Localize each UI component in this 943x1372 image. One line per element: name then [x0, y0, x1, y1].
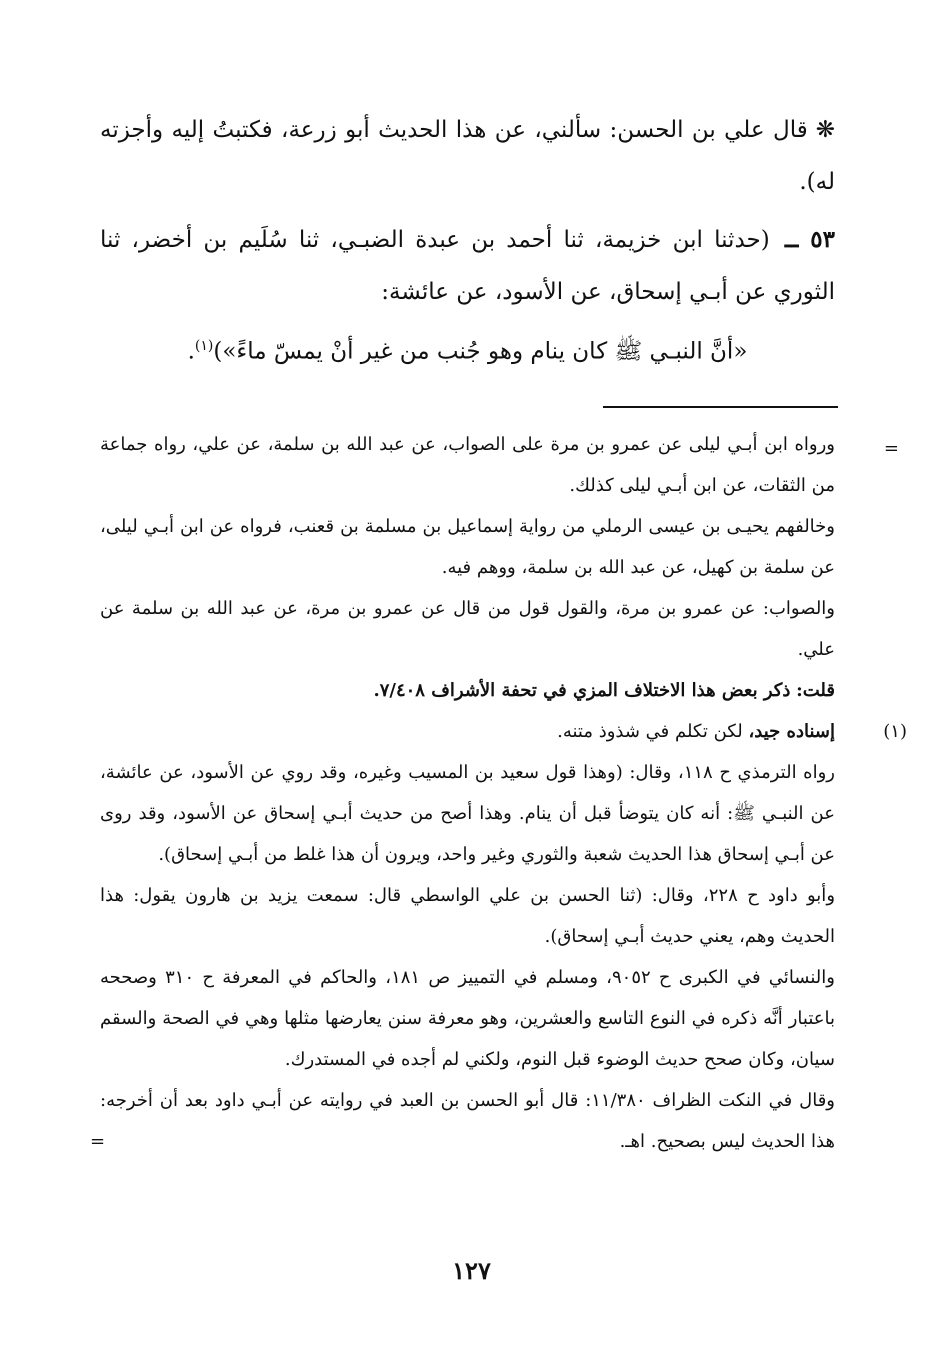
main-text: [100, 104, 835, 378]
continuation-mark: =: [883, 438, 899, 459]
footnote-separator: [603, 406, 838, 408]
footnote-1-last-text: وقال في النكت الظراف ١١/٣٨٠: قال أبو الحسن بن العبد في روايته عن أبـي داود بعد أن أخرجه: هذا الحديث ليس بصحيح. اهـ.: [100, 1090, 835, 1152]
footnote-ref: (١): [194, 338, 214, 354]
hadith-chain: (حدثنا ابن خزيمة، ثنا أحمد بن عبدة الضبـي، ثنا سُلَيم بن أخضر، ثنا الثوري عن أبـي إسحاق، عن الأسود، عن عائشة:: [100, 227, 835, 305]
footnote-1-grade-rest: لكن تكلم في شذوذ متنه.: [557, 721, 743, 742]
qultu-label: قلت:: [796, 680, 835, 701]
hadith-end: .: [187, 338, 195, 365]
footnote-line: وخالفهم يحيـى بن عيسى الرملي من رواية إسماعيل بن مسلمة بن قعنب، فرواه عن ابن أبـي ليلى، عن سلمة بن كهيل، عن عبد الله بن سلمة، ووهم فيه.: [100, 516, 835, 578]
footnote-line: والصواب: عن عمرو بن مرة، والقول قول من قال عن عمرو بن مرة، عن عبد الله بن سلمة عن علي.: [100, 598, 835, 660]
hadith-text: «أنَّ النبـي ﷺ كان ينام وهو جُنب من غير أنْ يمسّ ماءً»): [213, 338, 748, 365]
continuation-mark-end: =: [90, 1131, 106, 1152]
footnote-1-head: [100, 711, 907, 752]
footnote-1-label: (١): [883, 721, 907, 742]
footnotes: [90, 424, 907, 1162]
footnote-1-grade: إسناده جيد،: [748, 721, 835, 742]
footnote-1-paragraph: وأبو داود ح ٢٢٨، وقال: (ثنا الحسن بن علي الواسطي قال: سمعت يزيد بن هارون يقول: هذا الحديث وهم، يعني حديث أبـي إسحاق).: [100, 885, 836, 947]
footnote-1-paragraph: [90, 1080, 835, 1162]
star-icon: ❋: [815, 117, 835, 143]
footnote-1-paragraph: والنسائي في الكبرى ح ٩٠٥٢، ومسلم في التمييز ص ١٨١، والحاكم في المعرفة ح ٣١٠ وصححه باعتبار أنَّه ذكره في النوع التاسع والعشرين، وهو معرفة سنن يعارضها مثلها وهي في الصحة والسقم سيان، وكان صحح حديث الوضوء قبل النوم، ولكني لم أجده في المستدرك.: [100, 967, 835, 1070]
narration-text: قال علي بن الحسن: سألني، عن هذا الحديث أبو زرعة، فكتبتُ إليه وأجزته له).: [100, 117, 835, 195]
hadith-text-paragraph: [100, 320, 835, 378]
footnote-1-paragraph: رواه الترمذي ح ١١٨، وقال: (وهذا قول سعيد بن المسيب وغيره، وقد روي عن الأسود، عن عائشة، عن النبـي ﷺ: أنه كان يتوضأ قبل أن ينام. وهذا أصح من حديث أبـي إسحاق عن الأسود، وقد روى عن أبـي إسحاق هذا الحديث شعبة والثوري وغير واحد، ويرون أن هذا غلط من أبـي إسحاق).: [100, 762, 835, 865]
hadith-number: ٥٣ ــ: [784, 226, 835, 253]
narration-paragraph: [100, 104, 835, 208]
qultu-text: ذكر بعض هذا الاختلاف المزي في تحفة الأشراف ٧/٤٠٨.: [373, 680, 791, 701]
page-number: ١٢٧: [452, 1256, 491, 1285]
qultu-paragraph: [100, 670, 835, 711]
hadith-chain-paragraph: [100, 214, 835, 318]
footnote-line: ورواه ابن أبـي ليلى عن عمرو بن مرة على الصواب، عن عبد الله بن سلمة، عن علي، رواه جماعة من الثقات، عن ابن أبـي ليلى كذلك.: [100, 434, 835, 496]
